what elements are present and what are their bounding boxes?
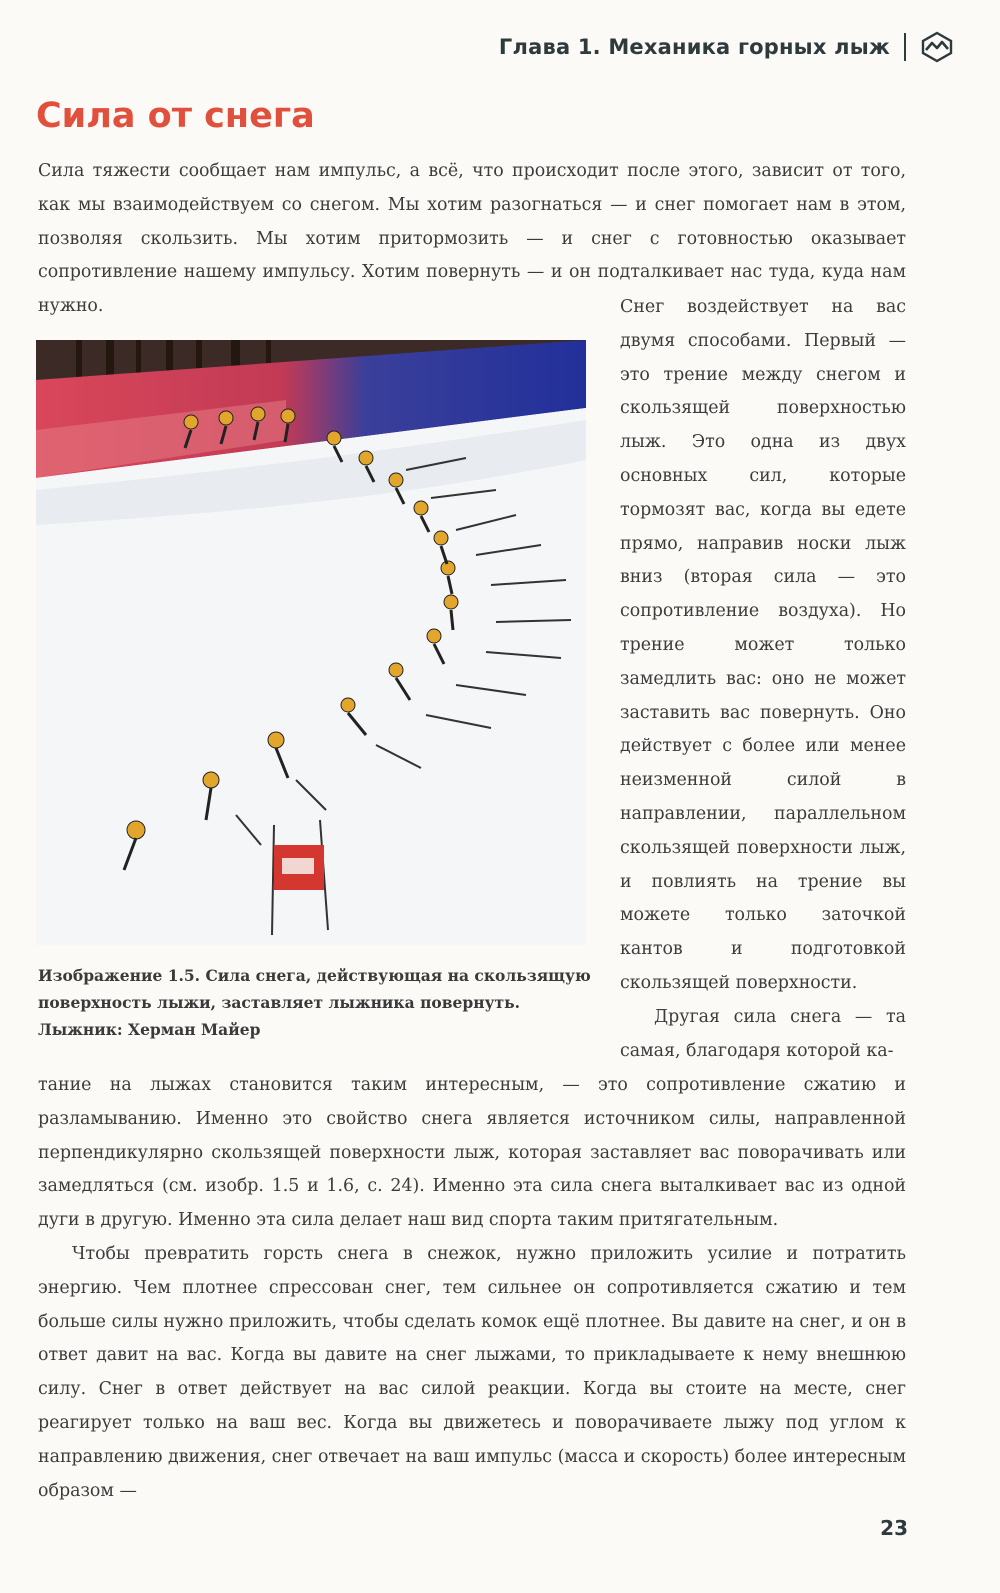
page-number: 23 <box>880 1516 908 1540</box>
side-column <box>620 291 906 1068</box>
bottom-paragraph-2: Чтобы превратить горсть снега в снежок, нужно приложить усилие и потратить энергию. Чем плотнее спрессован снег, тем сильнее он сопротивляется сжатию и тем больше силы нужно приложить, чтобы сделать комок ещё плотнее. Вы давите на снег, и он в ответ давит на вас. Когда вы давите на снег лыжами, то прикладываете к нему внешнюю силу. Снег в ответ действует на вас силой реакции. Когда вы стоите на месте, снег реагирует только на ваш вес. Когда вы движетесь и поворачиваете лыжу под углом к направлению движения, снег отвечает на ваш импульс (масса и скорость) более интересным образом — <box>38 1243 906 1501</box>
figure-caption: Изображение 1.5. Сила снега, действующая на скользящую поверхность лыжи, заставляет лыжника повернуть. Лыжник: Херман Майер <box>38 966 591 1039</box>
section-title: Сила от снега <box>36 96 315 136</box>
header-divider <box>904 33 906 61</box>
skier-sequence-illustration <box>36 340 586 945</box>
bottom-paragraph-1: тание на лыжах становится таким интересным, — это сопротивление сжатию и разламыванию. Именно это свойство снега является источником силы, направленной перпендикулярно скользящей поверхности лыж, которая заставляет вас поворачивать или замедляться (см. изобр. 1.5 и 1.6, с. 24). Именно эта сила снега выталкивает вас из одной дуги в другую. Именно эта сила делает наш вид спорта таким притягательным. <box>38 1075 906 1231</box>
chapter-title: Глава 1. Механика горных лыж <box>498 35 890 59</box>
skier-photo <box>36 340 586 945</box>
running-head <box>499 30 954 64</box>
bottom-column <box>38 1069 906 1508</box>
mountain-logo-icon <box>920 30 954 64</box>
intro-paragraph: Сила тяжести сообщает нам импульс, а всё, что происходит после этого, зависит от того, как мы взаимодействуем со снегом. Мы хотим разогнаться — и снег помогает нам в этом, позволяя скользить. Мы хотим притормозить — и снег с готовностью оказывает сопротивление нашему импульсу. Хотим повернуть — и он подталкивает нас туда, куда нам нужно. <box>38 161 906 317</box>
side-paragraph-1: Снег воздействует на вас двумя способами. Первый — это трение между снегом и скользящей поверхностью лыж. Это одна из двух основных сил, которые тормозят вас, когда вы едете прямо, направив носки лыж вниз (вторая сила — это сопротивление воздуха). Но трение может только замедлить вас: оно не может заставить вас повернуть. Оно действует с более или менее неизменной силой в направлении, параллельном скользящей поверхности лыж, и повлиять на трение вы можете только заточкой кантов и подготовкой скользящей поверхности. <box>620 297 906 993</box>
side-paragraph-2: Другая сила снега — та самая, благодаря которой ка- <box>620 1006 906 1061</box>
